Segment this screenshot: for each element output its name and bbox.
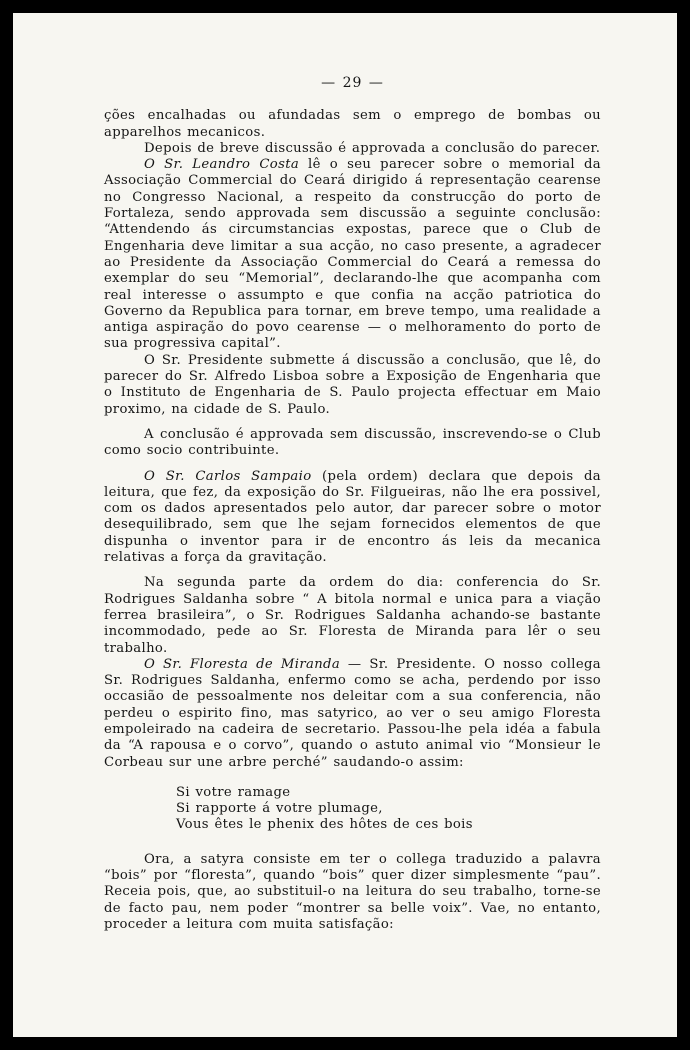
paragraph-6-text: (pela ordem) declara que depois da leitura, que fez, da exposição do Sr. Filgueiras, não lhe era possivel, com os dados apresentados pelo autor, dar parecer sobre o motor desequilibrado, sem que lhe sejam fornecidos elementos de que dispunha o inventor para ir de encontro ás leis da mecanica relativas a força da gravitação. (104, 468, 602, 566)
page-number: — 29 — (321, 75, 384, 91)
paragraph-3-text: lê o seu parecer sobre o memorial da Associação Commercial do Ceará dirigido á representação cearense no Congresso Nacional, a respeito da construcção do porto de Fortaleza, sendo approvada sem discussão a seguinte conclusão: “Attendendo ás circumstancias expostas, parece que o Club de Engenharia deve limitar a sua acção, no caso presente, a agradecer ao Presidente da Associação Commercial do Ceará a remessa do exemplar do seu “Memorial”, declarando-lhe que acompanha com real interesse o assumpto e que confia na acção patriotica do Governo da Republica para tornar, em breve tempo, uma realidade a antiga aspiração do povo cearense — o melhoramento do porto de sua progressiva capital”. (104, 157, 601, 352)
french-quote (176, 785, 601, 834)
paragraph-8 (104, 657, 601, 771)
page (13, 13, 677, 1037)
speaker-carlos-sampaio: O Sr. Carlos Sampaio (144, 468, 312, 484)
paragraph-8-text: — Sr. Presidente. O nosso collega Sr. Rodrigues Saldanha, enfermo como se acha, perdendo por isso occasião de pessoalmente nos deleitar com a sua conferencia, não perdeu o espirito fino, mas satyrico, ao ver o seu amigo Floresta empoleirado na cadeira de secretario. Passou-lhe pela idéa a fabula da “A rapousa e o corvo”, quando o astuto animal vio “Monsieur le Corbeau sur une arbre perché” saudando-o assim: (104, 656, 601, 770)
paragraph-1: ções encalhadas ou afundadas sem o emprego de bombas ou apparelhos mecanicos. (104, 108, 601, 140)
document-body (104, 75, 601, 933)
paragraph-6 (104, 469, 601, 567)
paragraph-7: Na segunda parte da ordem do dia: conferencia do Sr. Rodrigues Saldanha sobre “ A bitola normal e unica para a viação ferrea brasileira”, o Sr. Rodrigues Saldanha achando-se bastante incommodado, pede ao Sr. Floresta de Miranda para lêr o seu trabalho. (104, 575, 601, 656)
quote-line-2: Si rapporte á votre plumage, (176, 801, 383, 817)
paragraph-2: Depois de breve discussão é approvada a conclusão do parecer. (144, 140, 601, 156)
paragraph-4: O Sr. Presidente submette á discussão a conclusão, que lê, do parecer do Sr. Alfredo Lisboa sobre a Exposição de Engenharia que o Instituto de Engenharia de S. Paulo projecta effectuar em Maio proximo, na cidade de S. Paulo. (104, 352, 601, 417)
speaker-floresta-de-miranda: O Sr. Floresta de Miranda (144, 656, 341, 672)
quote-line-1: Si votre ramage (176, 784, 291, 800)
paragraph-3 (104, 157, 601, 353)
speaker-leandro-costa: O Sr. Leandro Costa (144, 157, 300, 173)
paragraph-9: Ora, a satyra consiste em ter o collega traduzido a palavra “bois” por “floresta”, quando “bois” quer dizer simplesmente “pau”. Receia pois, que, ao substituil-o na leitura do seu trabalho, torne-se de facto pau, nem poder “montrer sa belle voix”. Vae, no entanto, proceder a leitura com muita satisfação: (104, 851, 601, 932)
quote-line-3: Vous êtes le phenix des hôtes de ces bois (176, 817, 473, 833)
paragraph-5: A conclusão é approvada sem discussão, inscrevendo-se o Club como socio contribuinte. (104, 426, 601, 459)
